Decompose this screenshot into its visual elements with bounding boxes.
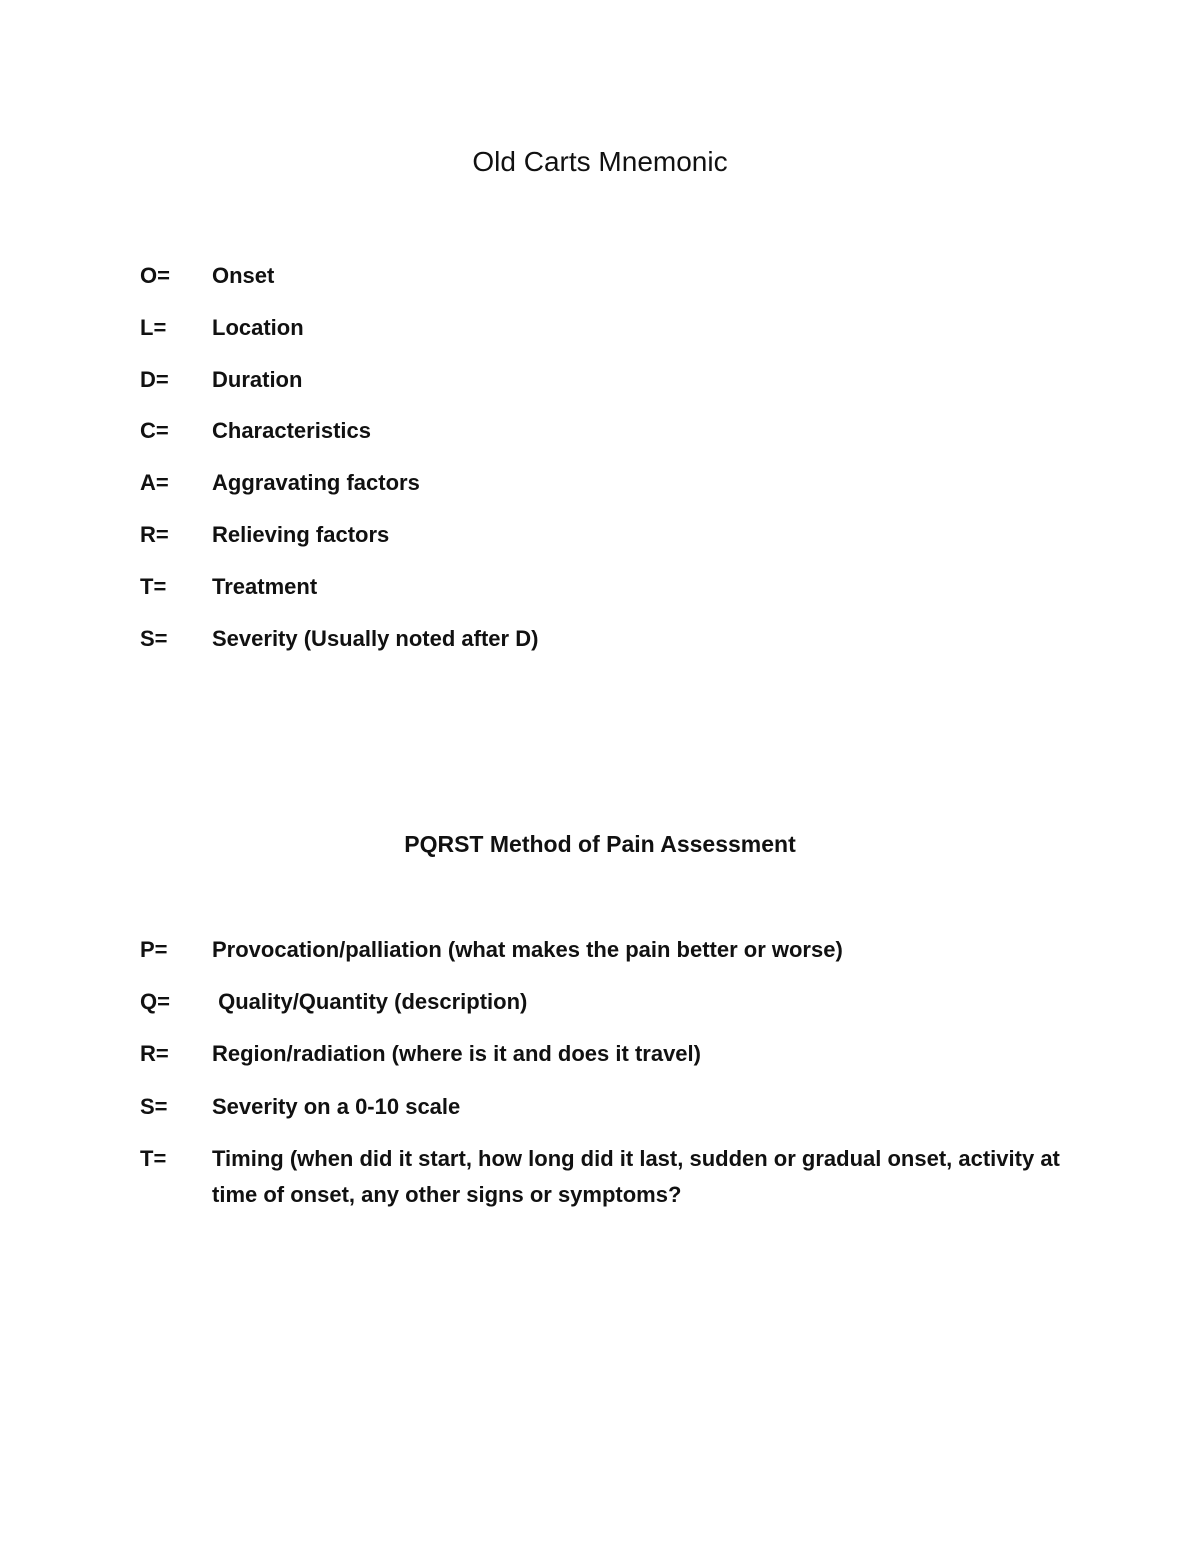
mnemonic-letter: S= <box>140 625 168 651</box>
pqrst-meaning: Timing (when did it start, how long did it last, sudden or gradual onset, activity at time of onset, any other signs or symptoms? <box>212 1145 1067 1207</box>
pqrst-letter: Q= <box>140 989 170 1015</box>
pqrst-item-timing <box>140 1141 1080 1229</box>
mnemonic-letter: T= <box>140 573 167 599</box>
mnemonic-meaning: Duration <box>212 366 303 392</box>
mnemonic-meaning: Location <box>212 314 304 340</box>
mnemonic-item-relieving-factors <box>140 517 1080 569</box>
pqrst-meaning: Severity on a 0-10 scale <box>212 1093 461 1119</box>
old-carts-title: Old Carts Mnemonic <box>472 146 728 177</box>
mnemonic-item-onset <box>140 258 1080 310</box>
pqrst-title: PQRST Method of Pain Assessment <box>404 831 796 857</box>
pqrst-meaning: Region/radiation (where is it and does it travel) <box>212 1041 701 1067</box>
mnemonic-letter: D= <box>140 366 169 392</box>
mnemonic-item-location <box>140 310 1080 362</box>
mnemonic-letter: A= <box>140 470 169 496</box>
mnemonic-meaning: Severity (Usually noted after D) <box>212 625 539 651</box>
pqrst-meaning: Provocation/palliation (what makes the pain better or worse) <box>212 937 843 962</box>
mnemonic-item-severity <box>140 621 1080 673</box>
mnemonic-letter: R= <box>140 521 169 547</box>
pqrst-item-provocation <box>140 932 1080 984</box>
pqrst-letter: P= <box>140 937 168 962</box>
pqrst-meaning: Quality/Quantity (description) <box>212 989 528 1015</box>
pqrst-item-severity <box>140 1089 1080 1141</box>
pqrst-item-quality <box>140 984 1080 1036</box>
mnemonic-meaning: Treatment <box>212 573 318 599</box>
pqrst-letter: S= <box>140 1093 168 1119</box>
mnemonic-item-treatment <box>140 569 1080 621</box>
pqrst-item-region <box>140 1036 1080 1088</box>
mnemonic-letter: C= <box>140 418 169 444</box>
mnemonic-item-duration <box>140 362 1080 414</box>
pqrst-list <box>140 932 1080 1229</box>
mnemonic-meaning: Onset <box>212 263 275 288</box>
old-carts-list <box>140 258 1080 672</box>
mnemonic-letter: L= <box>140 314 167 340</box>
mnemonic-meaning: Relieving factors <box>212 521 390 547</box>
mnemonic-letter: O= <box>140 263 170 288</box>
mnemonic-meaning: Characteristics <box>212 418 371 444</box>
pqrst-letter: T= <box>140 1145 167 1171</box>
mnemonic-meaning: Aggravating factors <box>212 470 420 496</box>
mnemonic-item-characteristics <box>140 413 1080 465</box>
mnemonic-item-aggravating-factors <box>140 465 1080 517</box>
pqrst-letter: R= <box>140 1041 169 1067</box>
